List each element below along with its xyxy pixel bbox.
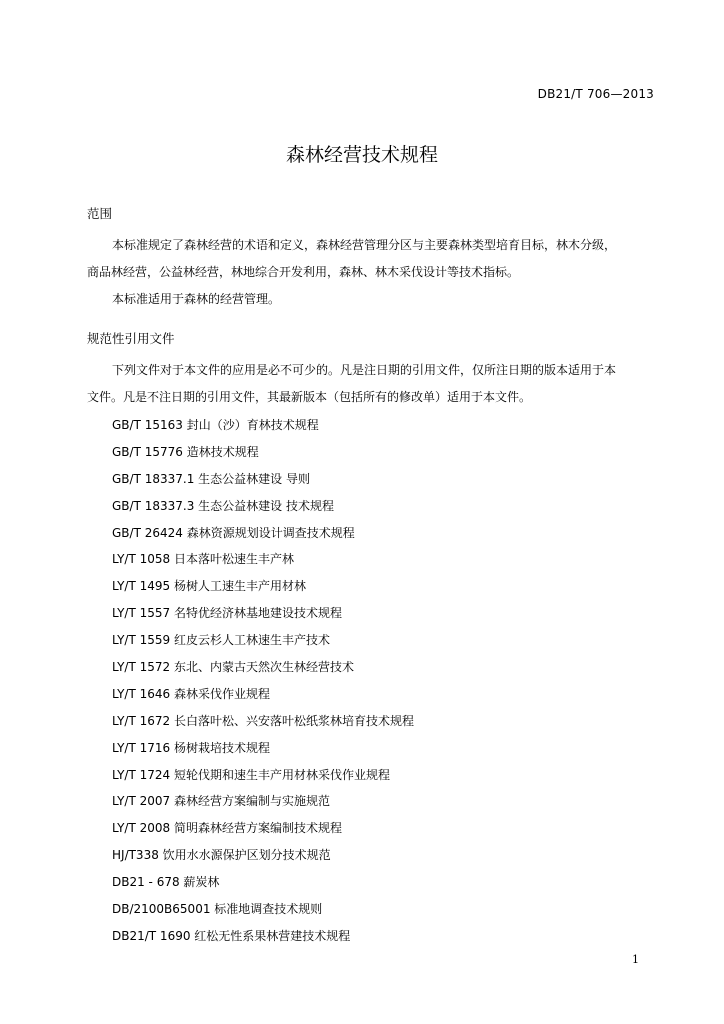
reference-item: GB/T 15163 封山（沙）育林技术规程 [112,418,319,432]
normative-references-intro [87,357,657,411]
scope-paragraph-line: 商品林经营，公益林经营，林地综合开发利用，森林、林木采伐设计等技术指标。 [87,265,520,279]
reference-item: GB/T 18337.1 生态公益林建设 导则 [112,471,310,486]
intro-line: 下列文件对于本文件的应用是必不可少的。凡是注日期的引用文件，仅所注日期的版本适用于本 [112,363,617,377]
reference-item: HJ/T338 饮用水水源保护区划分技术规范 [112,848,331,863]
reference-item: LY/T 1646 森林采伐作业规程 [112,686,270,701]
reference-item: LY/T 1559 红皮云杉人工林速生丰产技术 [112,633,330,648]
section-heading-scope: 范围 [87,206,113,221]
reference-item: GB/T 26424 森林资源规划设计调查技术规程 [112,525,355,540]
reference-item: LY/T 1058 日本落叶松速生丰产林 [112,552,294,567]
reference-item: LY/T 1572 东北、内蒙古天然次生林经营技术 [112,660,354,675]
intro-line: 文件。凡是不注日期的引用文件，其最新版本（包括所有的修改单）适用于本文件。 [87,390,532,404]
reference-item: LY/T 1724 短轮伐期和速生丰产用材林采伐作业规程 [112,767,390,782]
reference-item: GB/T 15776 造林技术规程 [112,444,259,459]
scope-applicability: 本标准适用于森林的经营管理。 [112,292,281,306]
reference-item: LY/T 1495 杨树人工速生丰产用材林 [112,579,306,594]
section-heading-normative-references: 规范性引用文件 [87,331,175,346]
reference-item: DB21 - 678 薪炭林 [112,875,220,890]
document-title: 森林经营技术规程 [285,144,438,166]
reference-item: LY/T 1716 杨树栽培技术规程 [112,740,270,755]
scope-paragraph-line: 本标准规定了森林经营的术语和定义，森林经营管理分区与主要森林类型培育目标，林木分级， [112,238,617,252]
reference-item: GB/T 18337.3 生态公益林建设 技术规程 [112,498,334,513]
reference-item: DB/2100B65001 标准地调查技术规则 [112,902,323,917]
reference-item: LY/T 1557 名特优经济林基地建设技术规程 [112,606,342,621]
reference-item: LY/T 2007 森林经营方案编制与实施规范 [112,794,330,809]
reference-item: DB21/T 1690 红松无性系果林营建技术规程 [112,928,351,943]
document-number: DB21/T 706—2013 [537,87,654,101]
scope-paragraph [87,232,657,313]
page-number: 1 [632,953,639,966]
reference-item: LY/T 1672 长白落叶松、兴安落叶松纸浆林培育技术规程 [112,713,414,728]
reference-item: LY/T 2008 简明森林经营方案编制技术规程 [112,821,342,836]
reference-list [112,412,414,950]
